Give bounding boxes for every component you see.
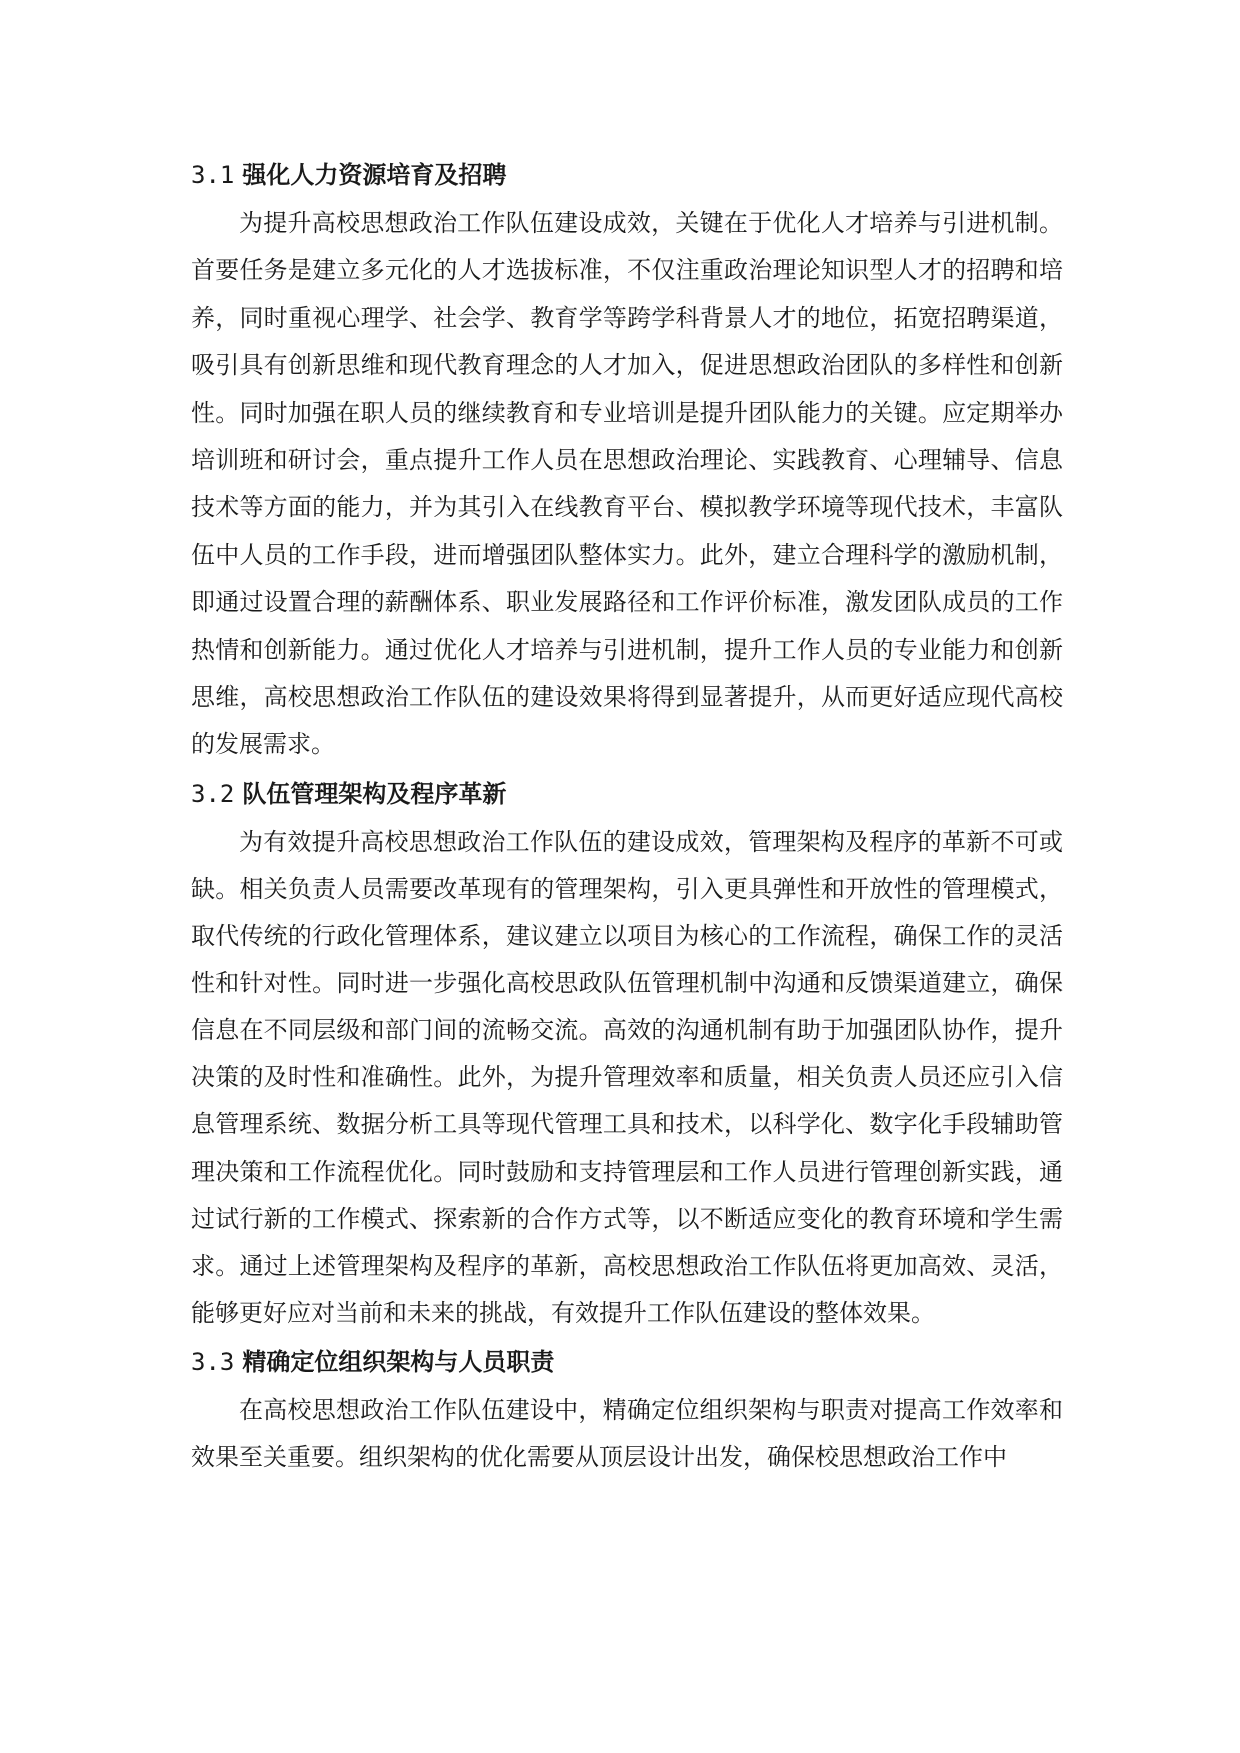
section-title: 队伍管理架构及程序革新	[242, 779, 507, 808]
body-paragraph: 为有效提升高校思想政治工作队伍的建设成效，管理架构及程序的革新不可或缺。相关负责人员需要改革现有的管理架构，引入更具弹性和开放性的管理模式，取代传统的行政化管理体系，建议建立以项目为核心的工作流程，确保工作的灵活性和针对性。同时进一步强化高校思政队伍管理机制中沟通和反馈渠道建立，确保信息在不同层级和部门间的流畅交流。高效的沟通机制有助于加强团队协作，提升决策的及时性和准确性。此外，为提升管理效率和质量，相关负责人员还应引入信息管理系统、数据分析工具等现代管理工具和技术，以科学化、数字化手段辅助管理决策和工作流程优化。同时鼓励和支持管理层和工作人员进行管理创新实践，通过试行新的工作模式、探索新的合作方式等，以不断适应变化的教育环境和学生需求。通过上述管理架构及程序的革新，高校思想政治工作队伍将更加高效、灵活，能够更好应对当前和未来的挑战，有效提升工作队伍建设的整体效果。	[191, 827, 1063, 1327]
section-number: 3.2	[191, 779, 235, 808]
section-number: 3.1	[191, 161, 235, 189]
section-3-2	[191, 769, 1063, 1337]
section-heading	[191, 1337, 1063, 1387]
section-heading	[191, 150, 1063, 200]
section-title: 强化人力资源培育及招聘	[242, 161, 507, 189]
body-paragraph: 在高校思想政治工作队伍建设中，精确定位组织架构与职责对提高工作效率和效果至关重要。组织架构的优化需要从顶层设计出发，确保校思想政治工作中	[191, 1395, 1063, 1472]
document-page	[191, 150, 1063, 1482]
section-3-1	[191, 150, 1063, 769]
section-title: 精确定位组织架构与人员职责	[242, 1347, 555, 1376]
body-paragraph: 为提升高校思想政治工作队伍建设成效，关键在于优化人才培养与引进机制。首要任务是建立多元化的人才选拔标准，不仅注重政治理论知识型人才的招聘和培养，同时重视心理学、社会学、教育学等跨学科背景人才的地位，拓宽招聘渠道，吸引具有创新思维和现代教育理念的人才加入，促进思想政治团队的多样性和创新性。同时加强在职人员的继续教育和专业培训是提升团队能力的关键。应定期举办培训班和研讨会，重点提升工作人员在思想政治理论、实践教育、心理辅导、信息技术等方面的能力，并为其引入在线教育平台、模拟教学环境等现代技术，丰富队伍中人员的工作手段，进而增强团队整体实力。此外，建立合理科学的激励机制，即通过设置合理的薪酬体系、职业发展路径和工作评价标准，激发团队成员的工作热情和创新能力。通过优化人才培养与引进机制，提升工作人员的专业能力和创新思维，高校思想政治工作队伍的建设效果将得到显著提升，从而更好适应现代高校的发展需求。	[191, 209, 1063, 759]
section-heading	[191, 769, 1063, 819]
section-number: 3.3	[191, 1347, 235, 1376]
section-3-3	[191, 1337, 1063, 1482]
